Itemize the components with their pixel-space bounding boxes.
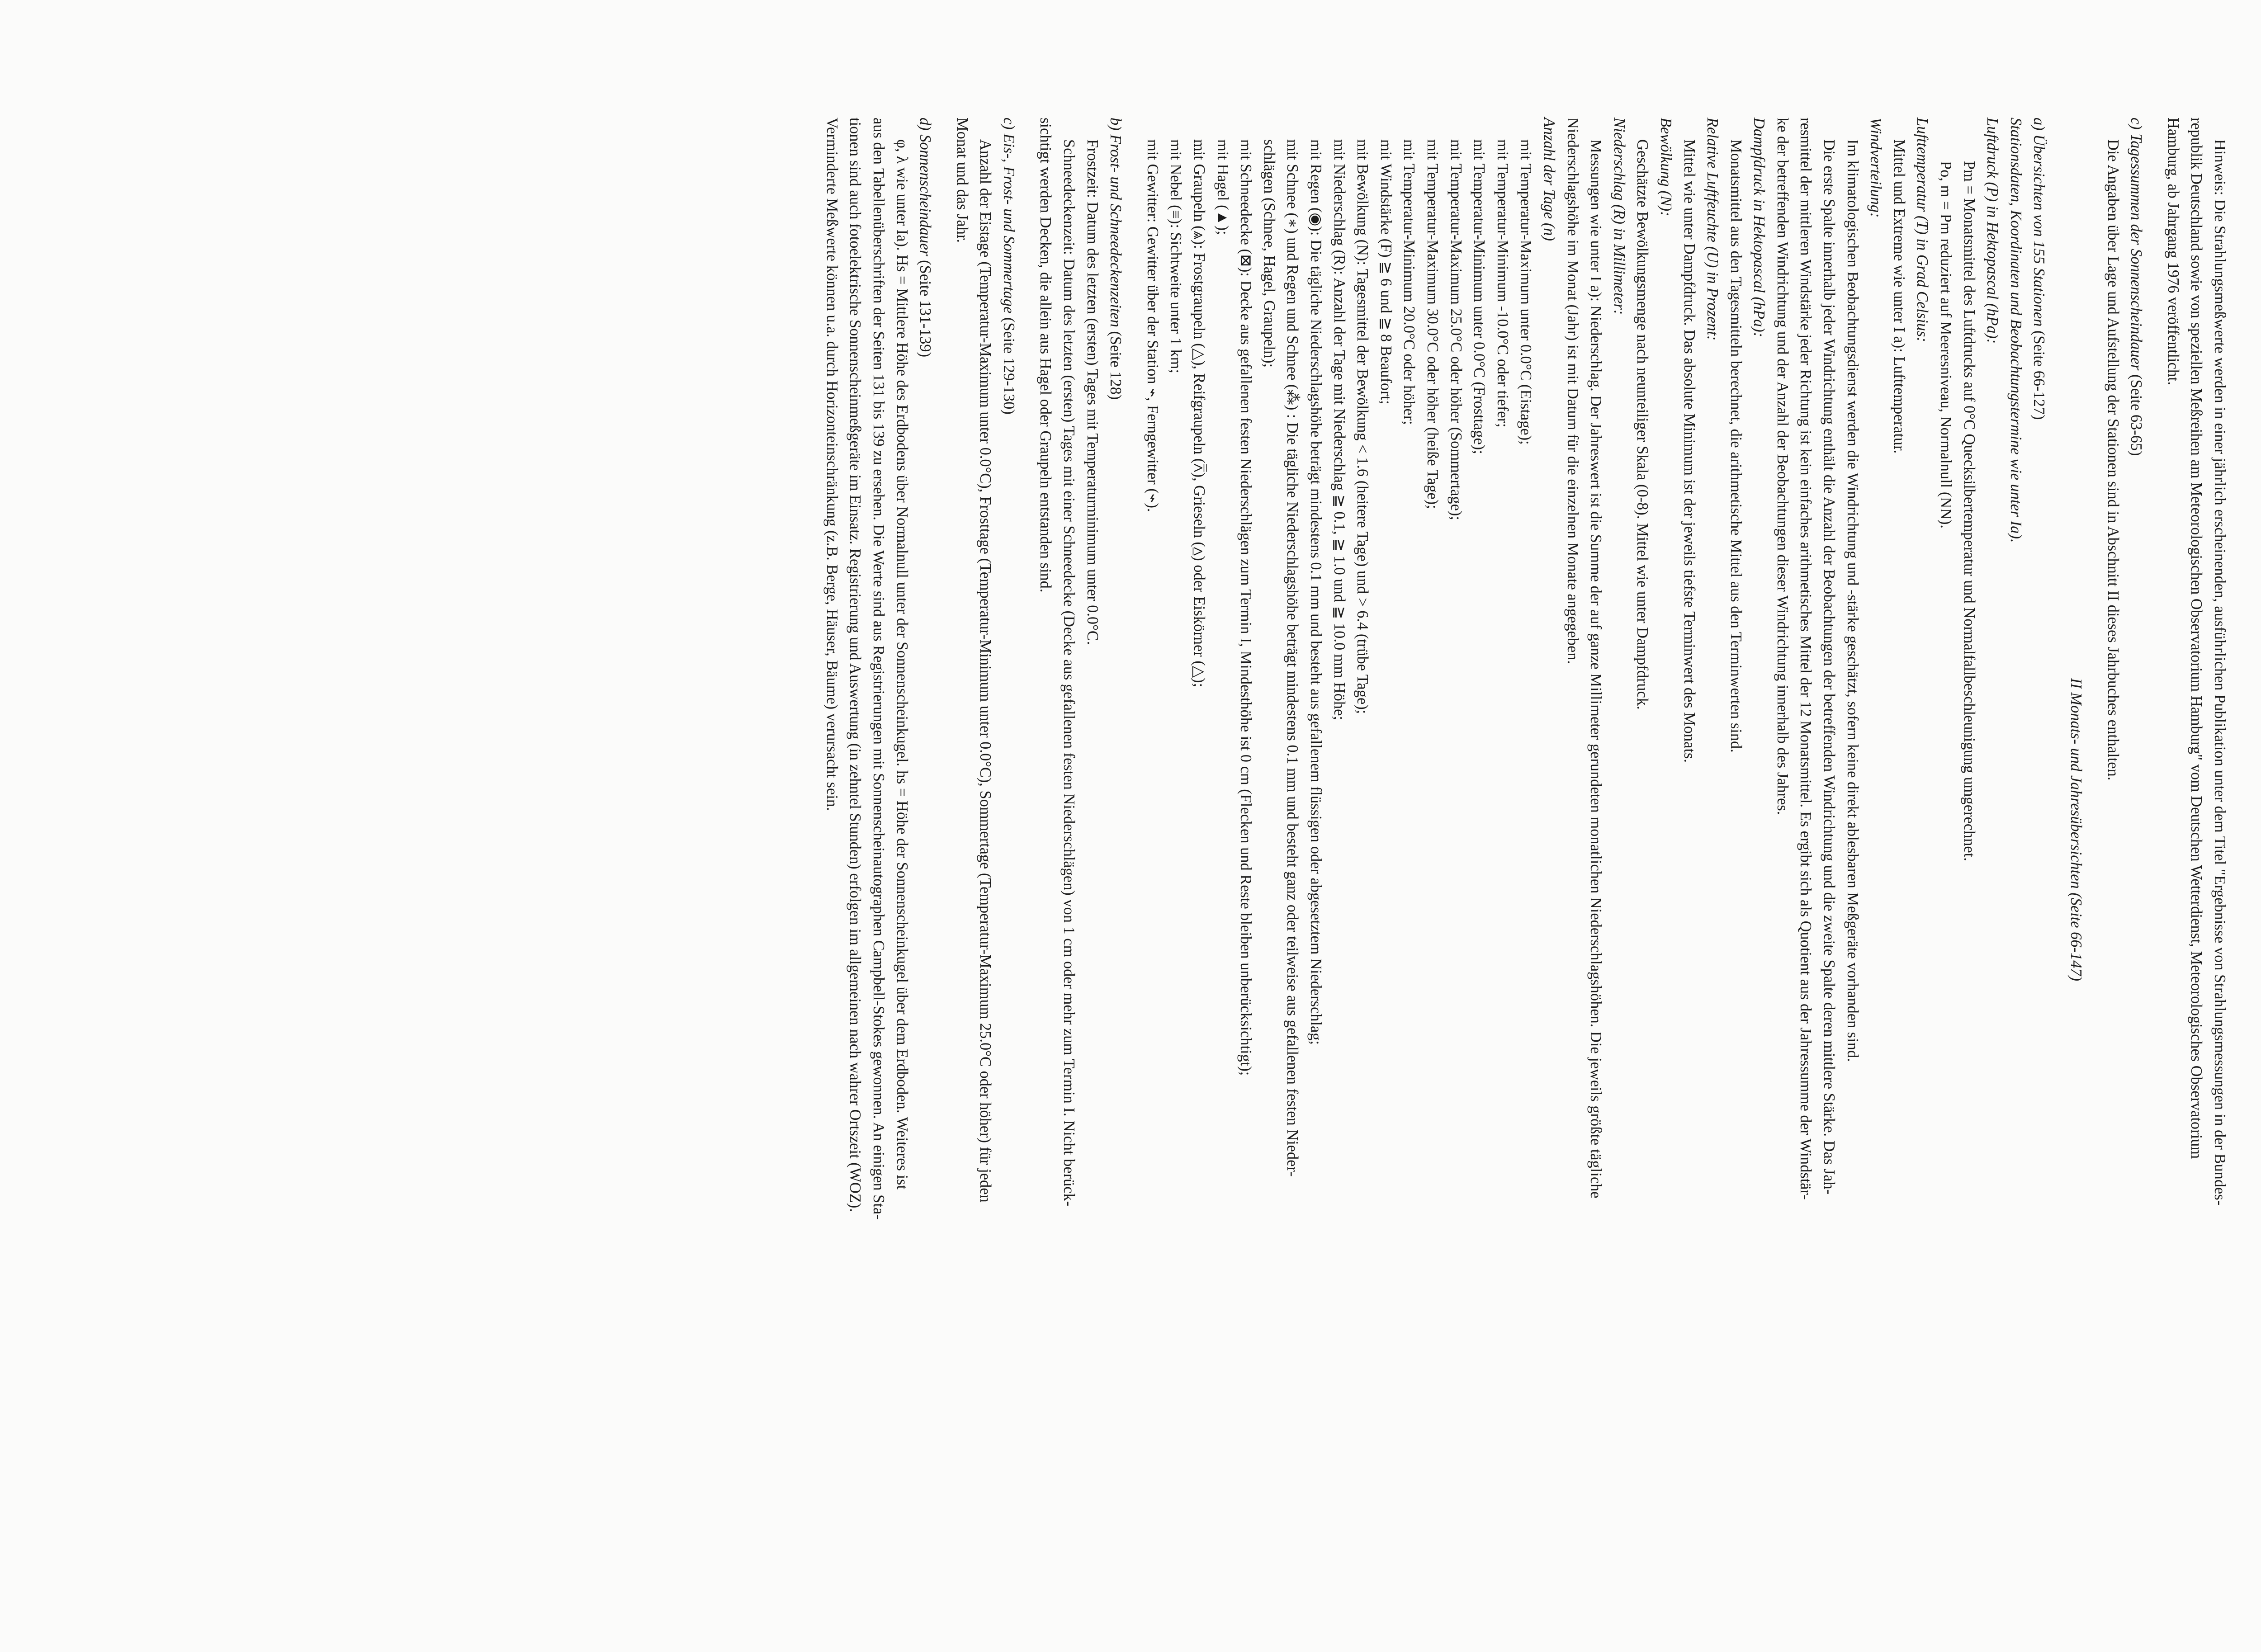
tage-item: mit Hagel (▲); [1214, 139, 1231, 235]
section-d-heading [913, 118, 937, 1542]
sonnenschein-line-1: φ, λ wie unter Ia). Hs = Mittlere Höhe des Erdbodens über Normalnull unter der Sonnenscheinkugel. hs = Höhe der Sonnenscheinkugel über dem Erdboden. Weiteres ist [893, 139, 911, 1189]
sonnenschein-line-3: tionen sind auch fotoelektrische Sonnenscheinmeßgeräte im Einsatz. Registrierung und Auswertung (in zehntel Stunden) erfolgen im allgemeinen nach wahrer Ortszeit (WOZ). [847, 118, 864, 1212]
page-body [820, 118, 2231, 1542]
hinweis-line-2: republik Deutschland sowie von speziellen Meßreihen am Meteorologischen Observatorium Hamburg" vom Deutschen Wetterdienst, Meteorologisches Observatorium [2188, 118, 2205, 1159]
hinweis-line-3: Hamburg, ab Jahrgang 1976 veröffentlicht. [2164, 118, 2182, 386]
tage-item: mit Windstärke (F) ≧ 6 und ≧ 8 Beaufort; [1377, 139, 1395, 405]
tage-item: mit Graupeln (⩓): Frostgraupeln (△), Reifgraupeln (⩞), Grieseln (⩟) oder Eiskörner (△); [1191, 139, 1208, 688]
tage-item: mit Gewitter: Gewitter über der Station ⌁, Ferngewitter (⌁). [1144, 139, 1161, 512]
sonnenschein-line-2: aus den Tabellenüberschriften der Seiten 131 bis 139 zu ersehen. Die Werte sind aus Registrierungen mit Sonnenscheinautographen Campbell-Stokes gewonnen. An einigen Sta- [870, 118, 887, 1220]
section-b-title: b) Frost- und Schneedeckenzeiten [1107, 118, 1125, 327]
section-b-heading [1104, 118, 1127, 1542]
bewoelkung-text: Geschätzte Bewölkungsmenge nach neunteiliger Skala (0-8). Mittel wie unter Dampfdruck. [1634, 139, 1651, 710]
tage-item: mit Temperatur-Minimum -10.0°C oder tiefer; [1494, 139, 1511, 428]
bewoelkung-heading: Bewölkung (N): [1657, 118, 1674, 217]
tage-item: mit Bewölkung (N): Tagesmittel der Bewölkung < 1.6 (heitere Tage) und > 6.4 (trübe Tage); [1354, 139, 1372, 714]
section-c-sonnenschein-heading [2124, 118, 2148, 1542]
tage-item: mit Temperatur-Maximum 25.0°C oder höher (Sommertage); [1447, 139, 1465, 520]
tage-item-continuation: schlägen (Schnee, Hagel, Graupeln); [1260, 139, 1278, 368]
tage-item: mit Temperatur-Minimum 20.0°C oder höher; [1400, 139, 1418, 425]
section-c-sonnenschein-text: Die Angaben über Lage und Aufstellung der Stationen sind in Abschnitt II dieses Jahrbuches enthalten. [2104, 139, 2122, 781]
pm-definition: Pm = Monatsmittel des Luftdrucks auf 0°C Quecksilbertemperatur und Normalfallbeschleunigung umgerechnet. [1960, 161, 1978, 861]
tage-item: mit Schnee (∗) und Regen und Schnee (⁂) : Die tägliche Niederschlagshöhe beträgt mindestens 0.1 mm und besteht ganz oder teilweise aus gefallenen festen Nieder- [1284, 139, 1301, 1177]
lufttemperatur-heading: Lufttemperatur (T) in Grad Celsius: [1914, 118, 1931, 342]
anzahl-heading: Anzahl der Tage (n) [1540, 118, 1558, 241]
schneedecke-line-1: Schneedeckenzeit: Datum des letzten (ersten) Tages mit einer Schneedecke (Decke aus gefallenen festen Niederschlägen) von 1 cm oder mehr zum Termin I. Nicht berück- [1060, 139, 1078, 1207]
frostzeit-text: Frostzeit: Datum des letzten (ersten) Tages mit Temperaturminimum unter 0.0°C. [1083, 139, 1101, 645]
tage-item: mit Regen (◉): Die tägliche Niederschlagshöhe beträgt mindestens 0.1 mm und besteht aus gefallenem flüssigen oder abgesetztem Niederschlag; [1307, 139, 1325, 1045]
lufttemperatur-text: Mittel und Extreme wie unter I a): Lufttemperatur. [1890, 139, 1908, 454]
section-c-eis-heading [997, 118, 1020, 1542]
wind-line-3: resmittel der mittleren Windstärke jeder Richtung ist kein einfaches arithmetisches Mittel der 12 Monatsmittel. Es ergibt sich als Quotient aus der Jahressumme der Windstär- [1797, 118, 1815, 1200]
tage-item: mit Nebel (≡): Sichtweite unter 1 km; [1167, 139, 1185, 373]
section-c-sonnenschein-title: c) Tagessummen der Sonnenscheindauer [2128, 118, 2145, 371]
hinweis-line-1: Hinweis: Die Strahlungsmeßwerte werden in einer jährlich erscheinenden, ausführlichen Publikation unter dem Titel "Ergebnisse von Strahlungsmessungen in der Bundes- [2211, 139, 2228, 1206]
pom-definition: Po, m = Pm reduziert auf Meeresniveau, Normalnull (NN). [1937, 161, 1955, 529]
feuchte-heading: Relative Luftfeuchte (U) in Prozent: [1704, 118, 1722, 341]
niederschlag-heading: Niederschlag (R) in Millimeter: [1610, 118, 1628, 315]
section-c-sonnenschein-pages: (Seite 63-65) [2128, 370, 2145, 456]
dampfdruck-text: Monatsmittel aus den Tagesmitteln berechnet, die arithmetische Mittel aus den Terminwerten sind. [1727, 139, 1745, 753]
section-d-pages: (Seite 131-139) [917, 256, 934, 358]
dampfdruck-heading: Dampfdruck in Hektopascal (hPa): [1750, 118, 1768, 338]
section-II-heading: II Monats- und Jahresübersichten (Seite 66-147) [2067, 678, 2085, 982]
stationsdaten-line: Stationsdaten, Koordinaten und Beobachtungstermine wie unter Ia). [2007, 118, 2024, 543]
luftdruck-heading: Luftdruck (P) in Hektopascal (hPa): [1984, 118, 2001, 344]
sonnenschein-line-4: Verminderte Meßwerte können u.a. durch Horizonteinschränkung (z.B. Berge, Häuser, Bäume) verursacht sein. [823, 118, 841, 811]
section-a-heading [2027, 118, 2051, 1542]
wind-line-4: ke der betreffenden Windrichtung und der Anzahl der Beobachtungen dieser Windrichtung innerhalb des Jahres. [1774, 118, 1791, 815]
tage-item: mit Schneedecke (⊠): Decke aus gefallenen festen Niederschlägen zum Termin I, Mindesthöhe ist 0 cm (Flecken und Reste bleiben unberücksichtigt); [1237, 139, 1255, 1076]
wind-line-1: Im klimatologischen Beobachtungsdienst werden die Windrichtung und -stärke geschätzt, sofern keine direkt ablesbaren Meßgeräte vorhanden sind. [1844, 139, 1861, 1062]
tage-item: mit Niederschlag (R): Anzahl der Tage mit Niederschlag ≧ 0.1, ≧ 1.0 und ≧ 10.0 mm Höhe; [1330, 139, 1348, 720]
section-a-pages: (Seite 66-127) [2030, 326, 2048, 420]
schneedecke-line-2: sichtigt werden Decken, die allein aus Hagel oder Graupeln entstanden sind. [1037, 118, 1055, 593]
windverteilung-heading: Windverteilung: [1867, 118, 1885, 218]
section-a-title: a) Übersichten von 155 Stationen [2030, 118, 2048, 327]
section-c-eis-title: c) Eis-, Frost- und Sommertage [1000, 118, 1017, 314]
section-c-eis-pages: (Seite 129-130) [1000, 313, 1017, 415]
wind-line-2: Die erste Spalte innerhalb jeder Windrichtung enthält die Anzahl der Beobachtungen der betreffenden Windrichtung und die zweite Spalte deren mittlere Stärke. Das Jah- [1821, 139, 1838, 1195]
tage-item: mit Temperatur-Minimum unter 0.0°C (Frosttage); [1471, 139, 1488, 454]
section-b-pages: (Seite 128) [1107, 327, 1125, 400]
eis-line-1: Anzahl der Eistage (Temperatur-Maximum unter 0.0°C), Frosttage (Temperatur-Minimum unter 0.0°C), Sommertage (Temperatur-Maximum 25.0°C oder höher) für jeden [977, 139, 994, 1203]
tage-item: mit Temperatur-Maximum unter 0.0°C (Eistage); [1517, 139, 1535, 445]
feuchte-text: Mittel wie unter Dampfdruck. Das absolute Minimum ist der jeweils tiefste Terminwert des Monats. [1680, 139, 1698, 763]
niederschlag-line-1: Messungen wie unter I a): Niederschlag. Der Jahreswert ist die Summe der auf ganze Millimeter gerundeten monatlichen Niederschlagshöhen. Die jeweils größte tägliche [1587, 139, 1605, 1199]
niederschlag-line-2: Niederschlagshöhe im Monat (Jahr) ist mit Datum für die einzelnen Monate angegeben. [1564, 118, 1581, 665]
tage-item: mit Temperatur-Maximum 30.0°C oder höher (heiße Tage); [1424, 139, 1441, 509]
eis-line-2: Monat und das Jahr. [953, 118, 971, 243]
section-d-title: d) Sonnenscheindauer [917, 118, 934, 256]
